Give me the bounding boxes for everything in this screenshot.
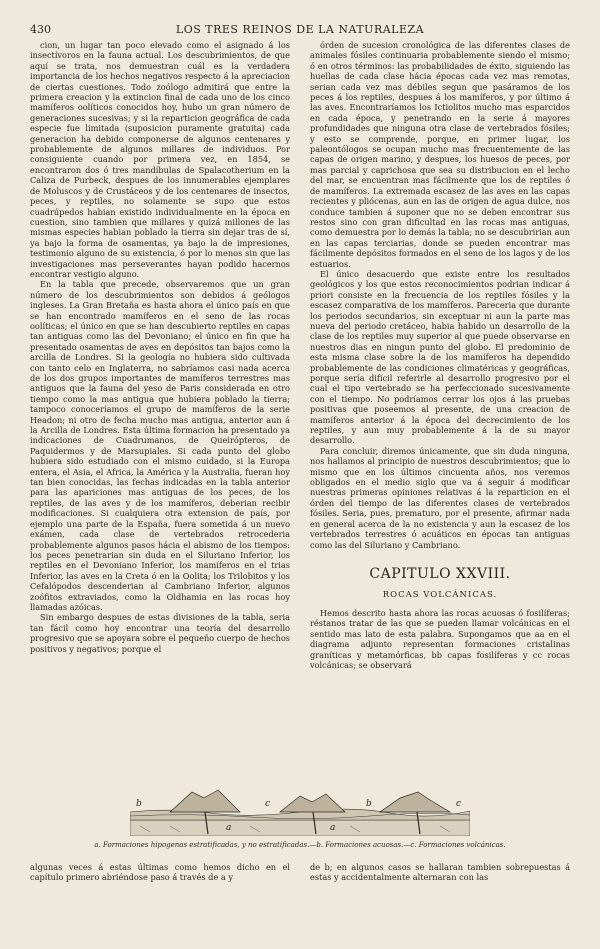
paragraph: Sin embargo despues de estas divisiones de la tabla, seria tan fácil como hoy encontrar una teoría del desarrollo progresivo que se apoyara sobre el pequeño cuerpo de hechos positivos y negativos; porque el — [30, 612, 290, 654]
bottom-text — [30, 862, 570, 902]
label-b: b — [136, 799, 142, 809]
label-b: b — [366, 799, 372, 809]
bottom-right-column — [310, 862, 570, 902]
running-title: LOS TRES REINOS DE LA NATURALEZA — [175, 23, 425, 36]
label-a: a — [330, 823, 336, 833]
right-column — [310, 40, 570, 792]
page-number: 430 — [30, 23, 51, 36]
left-column — [30, 40, 290, 792]
section-heading: ROCAS VOLCÁNICAS. — [382, 589, 498, 600]
paragraph: Hemos descrito hasta ahora las rocas acuosas ó fosilíferas; réstanos tratar de las que se pueden llamar volcánicas en el sentido mas lato de esta palabra. Supongamos que aa en el diagrama adjunto representan formaciones cristalinas graníticas y metamórficas, bb capas fosilíferas y cc rocas volcánicas; se observará — [310, 607, 570, 670]
text-columns — [30, 40, 570, 792]
paragraph: cion, un lugar tan poco elevado como el asignado á los insectívoros en la fauna actual. Los descubrimientos, de que aquí se trata, nos demuestran cuál es la verdadera importancia de los hechos negativos respecto á la apreciacion de ciertas cuestiones. Todo zoólogo admitirá que entre la primera creacion y la extincion final de cada uno de los cinco mamíferos oolíticos conocidos hoy, hubo un gran número de generaciones sucesivas; y si la reparticion geográfica de cada especie fue limitada (suposicion puramente gratuita) cada generacion ha debido componerse de algunos centenares y probablemente de algunos millares de individuos. Por consiguiente cuando por primera vez, en 1854, se encontraron dos ó tres mandíbulas de Spalacotherium en la Caliza de Purbeck, despues de los innumerables ejemplares de Moluscos y de Crustáceos y de los centenares de insectos, peces, y reptiles, no solamente se supo que estos cuadrúpedos habian existido individualmente en la época en cuestion, sino tambien que millares y quizá millones de las mismas especies habian poblado la tierra sin dejar tras de sí, ya bajo la forma de osamentas, ya bajo la de impresiones, testimonio alguno de su existencia, ó por lo menos sin que las investigaciones mas perseverantes hayan podido hacernos encontrar vestigio alguno. — [30, 40, 290, 279]
paragraph: de b; en algunos casos se hallaran tambien sobrepuestas á estas y accidentalmente alternaran con las — [310, 862, 570, 883]
cross-section-illustration — [130, 786, 470, 836]
label-a: a — [226, 823, 232, 833]
label-c: c — [456, 799, 462, 809]
paragraph: Para concluir, diremos únicamente, que sin duda ninguna, nos hallamos al principio de nuestros descubrimientos; que lo mismo que en los últimos cincuenta años, nos veremos obligados en el medio siglo que va á seguir á modificar nuestras primeras opiniones relativas á la reparticion en el órden del tiempo de las diferentes clases de vertebrados fósiles. Seria, pues, prematuro, por el presente, afirmar nada en general acerca de la no existencia y aun la escasez de los vertebrados terrestres ó acuáticos en épocas tan antiguas como las del Siluriano y Cambriano. — [310, 445, 570, 550]
running-head — [30, 22, 570, 38]
label-c: c — [265, 799, 271, 809]
figure-caption: a. Formaciones hipogenas estratificadas, y no estratificadas.—b. Formaciones acuosas.—c. Formaciones volcánicas. — [94, 841, 506, 849]
geological-diagram — [130, 786, 470, 836]
paragraph: órden de sucesion cronológica de las diferentes clases de animales fósiles continuaria probablemente siendo el mismo; ó en otros términos: las probabilidades de éxito, siguiendo las huellas de cada clase hácia épocas cada vez mas remotas, serian cada vez mas débiles segun que pasáramos de los peces á los reptiles, despues á los mamíferos, y por último á las aves. Encontraríamos los Ictiolitos mucho mas esparcidos en cada época, y penetrando en la serie á mayores profundidades que ninguna otra clase de vertebrados fósiles; y esto se comprende, porque, en primer lugar, los paleontólogos se ocupan mucho mas frecuentemente de las capas de origen marino, y despues, los huesos de peces, por mas parcial y caprichosa que sea su distribucion en el lecho del mar, se encuentran mas fácilmente que los de reptiles ó de mamíferos. La extremada escasez de las aves en las capas recientes y pliócenas, aun en las de origen de agua dulce, nos conduce tambien á suponer que no se deben encontrar sus restos sino con gran dificultad en las rocas mas antiguas, como demuestra por lo demás la tabla; no se descubririan aun en las capas terciarias, donde se pueden encontrar mas fácilmente depósitos formados en el seno de los lagos y de los estuarios. — [310, 40, 570, 269]
paragraph: El único desacuerdo que existe entre los resultados geológicos y los que estos reconocimientos podrian indicar á priori consiste en la frecuencia de los reptiles fósiles y la escasez comparativa de los mamíferos. Pareceria que durante los periodos secundarios, sin exceptuar ni aun la parte mas nueva del periodo cretáceo, habia habido un desarrollo de la clase de los reptiles muy superior al que puede observarse en nuestros dias en ningun punto del globo. El predominio de esta misma clase sobre la de los mamíferos ha dependido probablemente de las condiciones climatéricas y geográficas, porque sería difícil referirle al desarrollo progresivo por el cual el tipo vertebrado se ha perfeccionado sucesivamente con el tiempo. No podríamos cerrar los ojos á las pruebas positivas que poseemos al presente, de una creacion de mamíferos anterior á la época del decrecimiento de los reptiles, y aun muy probablemente á la de su mayor desarrollo. — [310, 268, 570, 446]
bottom-left-column — [30, 862, 290, 902]
paragraph: algunas veces á estas últimas como hemos dicho en el capítulo primero abriéndose paso á través de a y — [30, 862, 290, 883]
paragraph: En la tabla que precede, observaremos que un gran número de los descubrimientos son debidos á geólogos ingleses. La Gran Bretaña es hasta ahora el único país en que se han encontrado mamíferos en el seno de las rocas oolíticas; el único en que se han descubierto reptiles en capas tan antiguas como las del Devoniano; el único en fin que ha presentado osamentas de aves en depósitos tan bajos como la arcilla de Londres. Si la geología no hubiera sido cultivada con tanto celo en Inglaterra, no sabríamos casi nada acerca de los dos grupos importantes de mamíferos terrestres mas antiguos que la fauna del yeso de Paris considerada en otro tiempo como la mas antigua que hubiera poblado la tierra; tampoco conoceríamos el grupo de mamíferos de la serie Headon; ni otro de fecha mucho mas antigua, anterior aun á la Arcilla de Londres. Esta última formacion ha presentado ya indicaciones de Cuadrumanos, de Queirópteros, de Paquidermos y de Marsupiales. Si cada punto del globo hubiera sido estudiado con el mismo cuidado, si la Europa entera, el Asia, el Africa, la América y la Australia, fueran hoy tan bien conocidas, las fechas indicadas en la tabla anterior para las apariciones mas antiguas de los peces, de los reptiles, de las aves y de los mamíferos, deberian recibir modificaciones. Si cualquiera otra extension de país, por ejemplo una parte de la España, fuera sometida á un nuevo exámen, cada clase de vertebrados retrocederia probablemente algunos pasos hácia el abismo de los tiempos: los peces penetrarian sin duda en el Siluriano Inferior, los reptiles en el Devoniano Inferior, los mamíferos en el trias Inferior, las aves en la Creta ó en la Oolita; los Trilobitos y los Cefalópodos descenderian al Cambriano Inferior, algunos zoófitos extraviados, como la Oldhamia en las rocas hoy llamadas azóicas. — [30, 279, 290, 612]
chapter-heading: CAPITULO XXVIII. — [369, 565, 511, 582]
